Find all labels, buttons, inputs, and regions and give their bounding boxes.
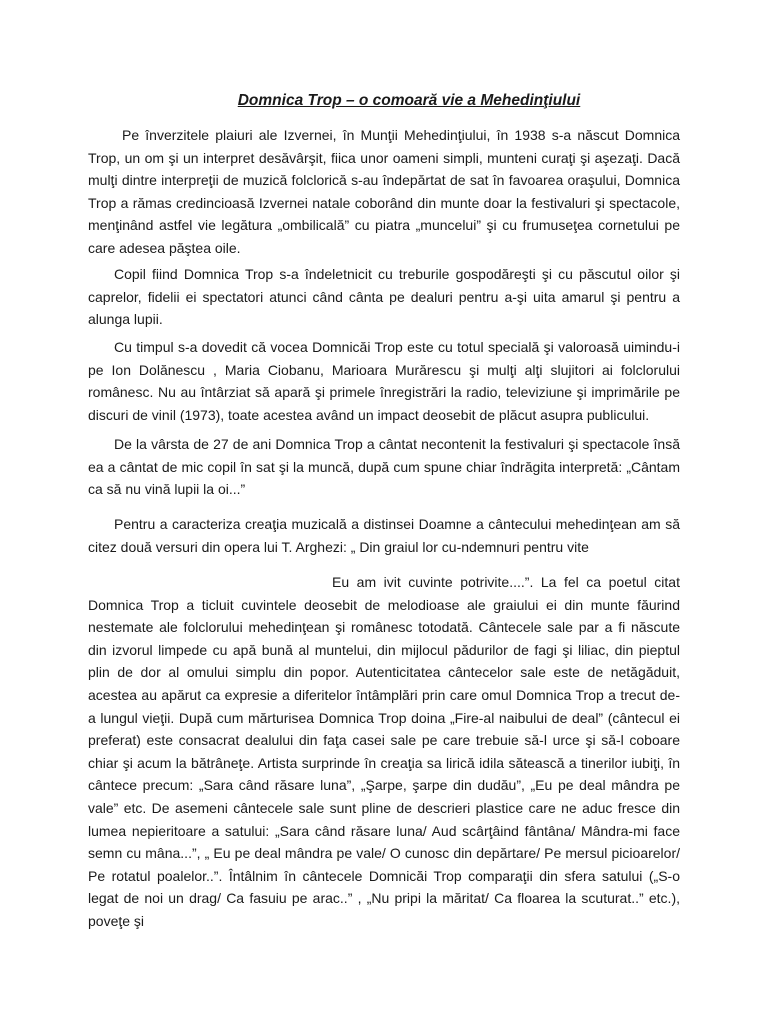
paragraph-arghezi-quote: Pentru a caracteriza creaţia muzicală a distinsei Doamne a cântecului mehedinţean am să citez două versuri din opera lui T. Arghezi: „ Din graiul lor cu-ndemnuri pentru vite [88, 516, 680, 555]
document-title: Domnica Trop – o comoară vie a Mehedinţiului [237, 92, 581, 109]
paragraph-childhood: Copil fiind Domnica Trop s-a îndeletnicit cu treburile gospodăreşti şi cu păscutul oilor şi caprelor, fidelii ei spectatori atunci când cânta pe dealuri pentru a-şi uita amarul şi pentru a alunga lupii. [88, 266, 680, 328]
paragraph-creation: Eu am ivit cuvinte potrivite....”. La fel ca poetul citat Domnica Trop a ticluit cuvintele deosebit de melodioase ale graiului ei din munte făurind nestemate ale folclorului mehedinţean şi românesc totodată. Cântecele sale par a fi născute din izvorul limpede cu apă bună al muntelui, din mijlocul pădurilor de fagi şi liliac, din pieptul plin de dor al omului simplu din popor. Autenticitatea cântecelor sale este de netăgăduit, acestea au apărut ca expresie a diferitelor întâmplări prin care omul Domnica Trop a trecut de-a lungul vieţii. După cum mărturisea Domnica Trop doina „Fire-al naibului de deal” (cântecul ei preferat) este consacrat dealului din faţa casei sale pe care trebuie să-l urce şi să-l coboare chiar şi acum la bătrâneţe. Artista surprinde în creaţia sa lirică idila sătească a tinerilor iubiţi, în cântece precum: „Sara când răsare luna”, „Şarpe, şarpe din dudău”, „Eu pe deal mândra pe vale” etc. De asemeni cântecele sale sunt pline de descrieri plastice care ne aduc fresce din lumea nepieritoare a satului: „Sara când răsare luna/ Aud scârţâind fântâna/ Mândra-mi face semn cu mâna...”, „ Eu pe deal mândra pe vale/ O cunosc din depărtare/ Pe mersul picioarelor/ Pe rotatul poalelor..”. Întâlnim în cântecele Domnicăi Trop comparaţii din sfera satului („S-o legat de noi un drag/ Ca fasuiu pe arac..” , „Nu pripi la măritat/ Ca floarea la scuturat..” etc.), poveţe şi [88, 574, 680, 929]
paragraph-career: De la vârsta de 27 de ani Domnica Trop a cântat necontenit la festivaluri şi spectacole însă ea a cântat de mic copil în sat şi la muncă, după cum spune chiar îndrăgita interpretă: „Cântam ca să nu vină lupii la oi...” [88, 436, 680, 498]
paragraph-voice: Cu timpul s-a dovedit că vocea Domnicăi Trop este cu totul specială şi valoroasă uimindu-i pe Ion Dolănescu , Maria Ciobanu, Marioara Murărescu şi mulţi alţi slujitori ai folclorului românesc. Nu au întârziat să apară şi primele înregistrări la radio, televiziune şi imprimările pe discuri de vinil (1973), toate acestea având un impact deosebit de plăcut asupra publicului. [88, 339, 680, 423]
paragraph-birth: Pe înverzitele plaiuri ale Izvernei, în Munţii Mehedinţiului, în 1938 s-a născut Domnica Trop, un om şi un interpret desăvârşit, fiica unor oameni simpli, munteni curaţi şi aşezaţi. Dacă mulţi dintre interpreţii de muzică folclorică s-au îndepărtat de sat în favoarea oraşului, Domnica Trop a rămas credincioasă Izvernei natale coborând din munte doar la festivaluri şi spectacole, menţinând astfel vie legătura „ombilicală” cu piatra „muncelui” şi cu frumuseţea cornetului pe care adesea păştea oile. [88, 127, 680, 256]
